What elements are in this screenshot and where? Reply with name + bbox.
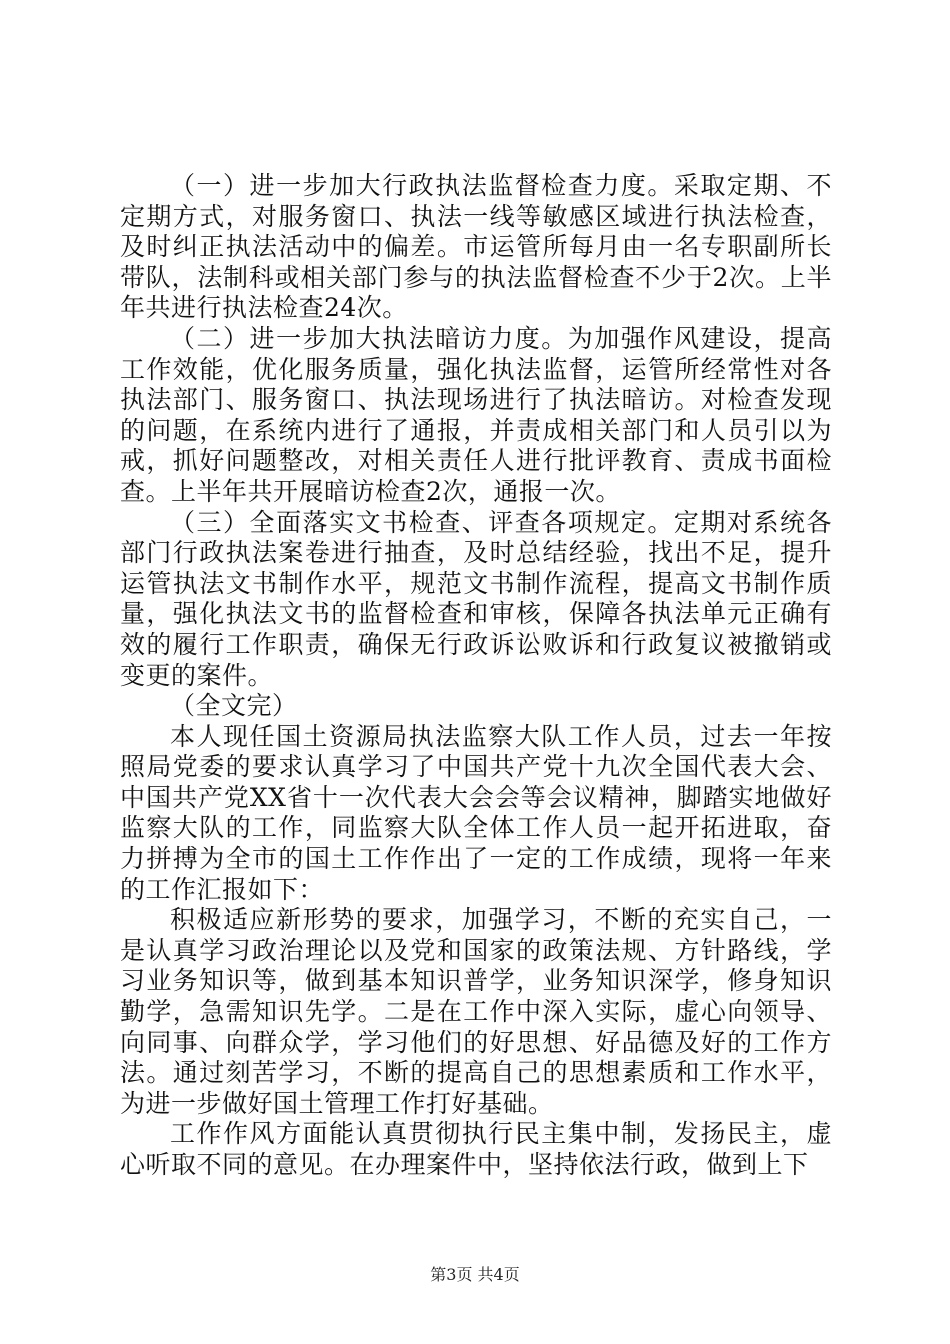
paragraph-2: （二）进一步加大执法暗访力度。为加强作风建设，提高工作效能，优化服务质量，强化执法监督，运管所经常性对各执法部门、服务窗口、执法现场进行了执法暗访。对检查发现的问题，在系统内进行了通报，并责成相关部门和人员引以为戒，抓好问题整改，对相关责任人进行批评教育、责成书面检查。上半年共开展暗访检查2次，通报一次。 bbox=[120, 323, 832, 506]
paragraph-3: （三）全面落实文书检查、评查各项规定。定期对系统各部门行政执法案卷进行抽查，及时总结经验，找出不足，提升运管执法文书制作水平，规范文书制作流程，提高文书制作质量，强化执法文书的监督检查和审核，保障各执法单元正确有效的履行工作职责，确保无行政诉讼败诉和行政复议被撤销或变更的案件。 bbox=[120, 507, 832, 690]
page-number-footer: 第3页 共4页 bbox=[430, 1265, 520, 1284]
paragraph-1: （一）进一步加大行政执法监督检查力度。采取定期、不定期方式，对服务窗口、执法一线等敏感区域进行执法检查，及时纠正执法活动中的偏差。市运管所每月由一名专职副所长带队，法制科或相关部门参与的执法监督检查不少于2次。上半年共进行执法检查24次。 bbox=[120, 171, 832, 323]
paragraph-6: 积极适应新形势的要求，加强学习，不断的充实自己，一是认真学习政治理论以及党和国家的政策法规、方针路线，学习业务知识等，做到基本知识普学，业务知识深学，修身知识勤学，急需知识先学。二是在工作中深入实际，虚心向领导、向同事、向群众学，学习他们的好思想、好品德及好的工作方法。通过刻苦学习，不断的提高自己的思想素质和工作水平，为进一步做好国土管理工作打好基础。 bbox=[120, 905, 832, 1118]
paragraph-5: 本人现任国土资源局执法监察大队工作人员，过去一年按照局党委的要求认真学习了中国共产党十九次全国代表大会、中国共产党XX省十一次代表大会会等会议精神，脚踏实地做好监察大队的工作，同监察大队全体工作人员一起开拓进取，奋力拼搏为全市的国土工作作出了一定的工作成绩，现将一年来的工作汇报如下： bbox=[120, 721, 832, 904]
paragraph-end-mark: （全文完） bbox=[170, 691, 298, 721]
document-body bbox=[120, 171, 832, 1181]
paragraph-7: 工作作风方面能认真贯彻执行民主集中制，发扬民主，虚心听取不同的意见。在办理案件中，坚持依法行政，做到上下 bbox=[120, 1119, 832, 1179]
